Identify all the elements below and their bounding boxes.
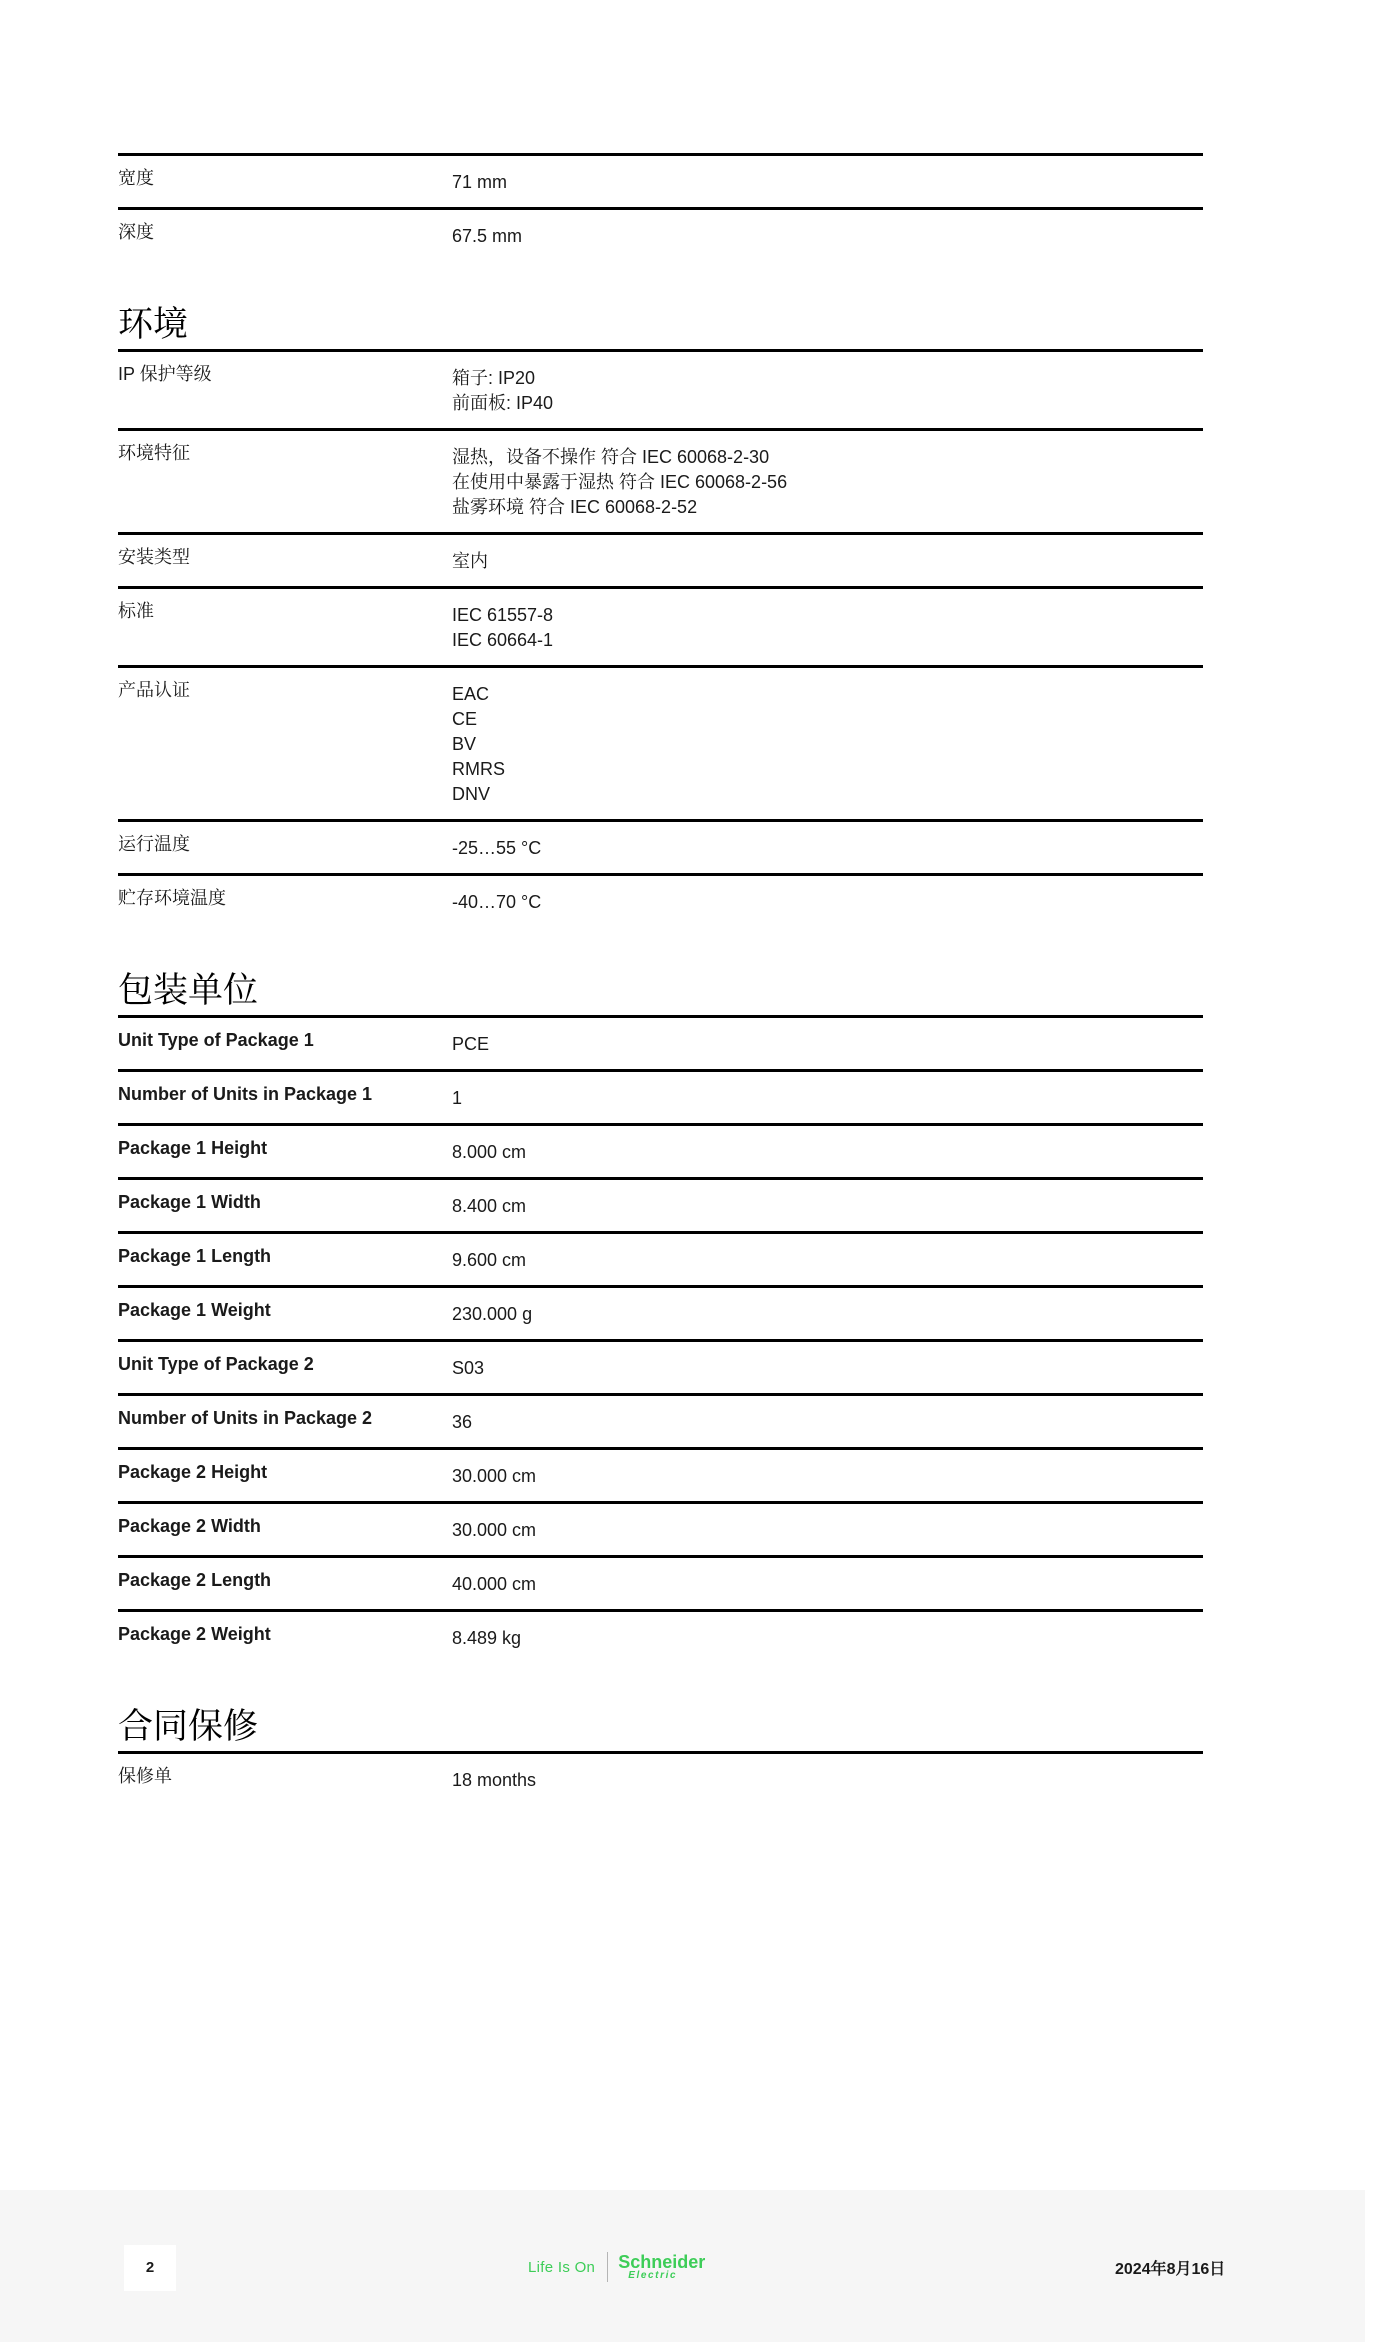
schneider-logo bbox=[528, 2250, 705, 2284]
warranty-heading: 合同保修 bbox=[118, 1707, 259, 1746]
spec-content bbox=[118, 153, 1203, 1805]
spec-values bbox=[452, 1352, 1203, 1381]
document-date: 2024年8月16日 bbox=[1115, 2261, 1226, 2278]
spec-label: 安装类型 bbox=[118, 547, 190, 567]
spec-row bbox=[118, 1555, 1203, 1609]
spec-row bbox=[118, 873, 1203, 927]
spec-row bbox=[118, 207, 1203, 261]
spec-value: 8.400 cm bbox=[452, 1196, 527, 1216]
spec-value: S03 bbox=[452, 1358, 485, 1378]
spec-values bbox=[452, 1568, 1203, 1597]
spec-row bbox=[118, 1501, 1203, 1555]
spec-value: 71 mm bbox=[452, 172, 508, 192]
spec-label: 标准 bbox=[118, 601, 154, 621]
page-footer bbox=[0, 2190, 1365, 2342]
spec-value: RMRS bbox=[452, 759, 505, 779]
spec-label: 宽度 bbox=[118, 168, 154, 188]
spec-values bbox=[452, 599, 1203, 653]
spec-value: 8.489 kg bbox=[452, 1628, 522, 1648]
spec-value: 67.5 mm bbox=[452, 226, 523, 246]
spec-row bbox=[118, 1339, 1203, 1393]
spec-values bbox=[452, 678, 1203, 807]
spec-value: DNV bbox=[452, 784, 491, 804]
spec-row bbox=[118, 1015, 1203, 1069]
spec-value: EAC bbox=[452, 684, 490, 704]
spec-value: IEC 60664-1 bbox=[452, 630, 554, 650]
spec-label: IP 保护等级 bbox=[118, 364, 212, 384]
spec-row bbox=[118, 586, 1203, 665]
spec-value: 8.000 cm bbox=[452, 1142, 527, 1162]
spec-value: 30.000 cm bbox=[452, 1466, 537, 1486]
spec-value: BV bbox=[452, 734, 477, 754]
spec-row bbox=[118, 1609, 1203, 1663]
spec-values bbox=[452, 1514, 1203, 1543]
spec-value: 湿热，设备不操作 符合 IEC 60068-2-30 bbox=[452, 447, 770, 467]
spec-label: 贮存环境温度 bbox=[118, 888, 226, 908]
spec-row bbox=[118, 1231, 1203, 1285]
spec-value: 在使用中暴露于湿热 符合 IEC 60068-2-56 bbox=[452, 472, 788, 492]
spec-row bbox=[118, 1393, 1203, 1447]
spec-row bbox=[118, 1285, 1203, 1339]
spec-values bbox=[452, 362, 1203, 416]
spec-value: IEC 61557-8 bbox=[452, 605, 554, 625]
packing-heading: 包装单位 bbox=[118, 971, 259, 1010]
spec-values bbox=[452, 1136, 1203, 1165]
spec-value: 盐雾环境 符合 IEC 60068-2-52 bbox=[452, 497, 698, 517]
spec-row bbox=[118, 532, 1203, 586]
dimensions-section bbox=[118, 153, 1203, 261]
spec-values bbox=[452, 1622, 1203, 1651]
spec-value: -40…70 °C bbox=[452, 892, 542, 912]
spec-value: 40.000 cm bbox=[452, 1574, 537, 1594]
spec-label: 运行温度 bbox=[118, 834, 190, 854]
spec-label: Number of Units in Package 1 bbox=[118, 1084, 373, 1104]
spec-values bbox=[452, 166, 1203, 195]
spec-label: Package 2 Length bbox=[118, 1570, 272, 1590]
spec-row bbox=[118, 1447, 1203, 1501]
spec-label: Package 2 Weight bbox=[118, 1624, 271, 1644]
spec-value: 箱子: IP20 bbox=[452, 368, 536, 388]
spec-value: 36 bbox=[452, 1412, 473, 1432]
spec-value: 前面板: IP40 bbox=[452, 393, 554, 413]
spec-values bbox=[452, 1190, 1203, 1219]
spec-row bbox=[118, 1751, 1203, 1805]
spec-value: 9.600 cm bbox=[452, 1250, 527, 1270]
spec-values bbox=[452, 441, 1203, 520]
spec-values bbox=[452, 886, 1203, 915]
spec-label: Package 1 Height bbox=[118, 1138, 268, 1158]
brand-name: Schneider bbox=[618, 2252, 706, 2272]
spec-row bbox=[118, 1177, 1203, 1231]
spec-label: Unit Type of Package 1 bbox=[118, 1030, 314, 1050]
spec-label: Unit Type of Package 2 bbox=[118, 1354, 314, 1374]
spec-values bbox=[452, 1764, 1203, 1793]
spec-values bbox=[452, 832, 1203, 861]
spec-label: 深度 bbox=[118, 222, 154, 242]
spec-values bbox=[452, 1406, 1203, 1435]
brand-wordmark bbox=[618, 2253, 705, 2281]
spec-row bbox=[118, 665, 1203, 819]
spec-label: Package 1 Weight bbox=[118, 1300, 271, 1320]
life-is-on-tagline: Life Is On bbox=[528, 2258, 596, 2276]
spec-row bbox=[118, 153, 1203, 207]
spec-label: 保修单 bbox=[118, 1766, 172, 1786]
spec-value: 18 months bbox=[452, 1770, 537, 1790]
spec-values bbox=[452, 1298, 1203, 1327]
spec-row bbox=[118, 819, 1203, 873]
spec-label: 环境特征 bbox=[118, 443, 190, 463]
spec-label: 产品认证 bbox=[118, 680, 190, 700]
spec-values bbox=[452, 1028, 1203, 1057]
spec-value: -25…55 °C bbox=[452, 838, 542, 858]
spec-value: PCE bbox=[452, 1034, 490, 1054]
brand-subname: Electric bbox=[628, 2270, 678, 2281]
spec-values bbox=[452, 1082, 1203, 1111]
spec-row bbox=[118, 1123, 1203, 1177]
spec-label: Package 1 Length bbox=[118, 1246, 272, 1266]
spec-values bbox=[452, 545, 1203, 574]
spec-values bbox=[452, 1460, 1203, 1489]
logo-divider bbox=[607, 2252, 608, 2282]
page-number: 2 bbox=[124, 2245, 176, 2291]
spec-label: Package 2 Height bbox=[118, 1462, 268, 1482]
spec-value: 室内 bbox=[452, 551, 488, 571]
spec-row bbox=[118, 349, 1203, 428]
spec-label: Number of Units in Package 2 bbox=[118, 1408, 373, 1428]
environment-heading: 环境 bbox=[118, 305, 189, 344]
spec-row bbox=[118, 1069, 1203, 1123]
environment-section bbox=[118, 303, 1203, 927]
spec-value: 1 bbox=[452, 1088, 463, 1108]
spec-row bbox=[118, 428, 1203, 532]
packing-section bbox=[118, 969, 1203, 1663]
spec-value: 230.000 g bbox=[452, 1304, 533, 1324]
spec-label: Package 1 Width bbox=[118, 1192, 261, 1212]
spec-values bbox=[452, 1244, 1203, 1273]
spec-value: 30.000 cm bbox=[452, 1520, 537, 1540]
warranty-section bbox=[118, 1705, 1203, 1805]
spec-label: Package 2 Width bbox=[118, 1516, 261, 1536]
spec-values bbox=[452, 220, 1203, 249]
spec-value: CE bbox=[452, 709, 478, 729]
